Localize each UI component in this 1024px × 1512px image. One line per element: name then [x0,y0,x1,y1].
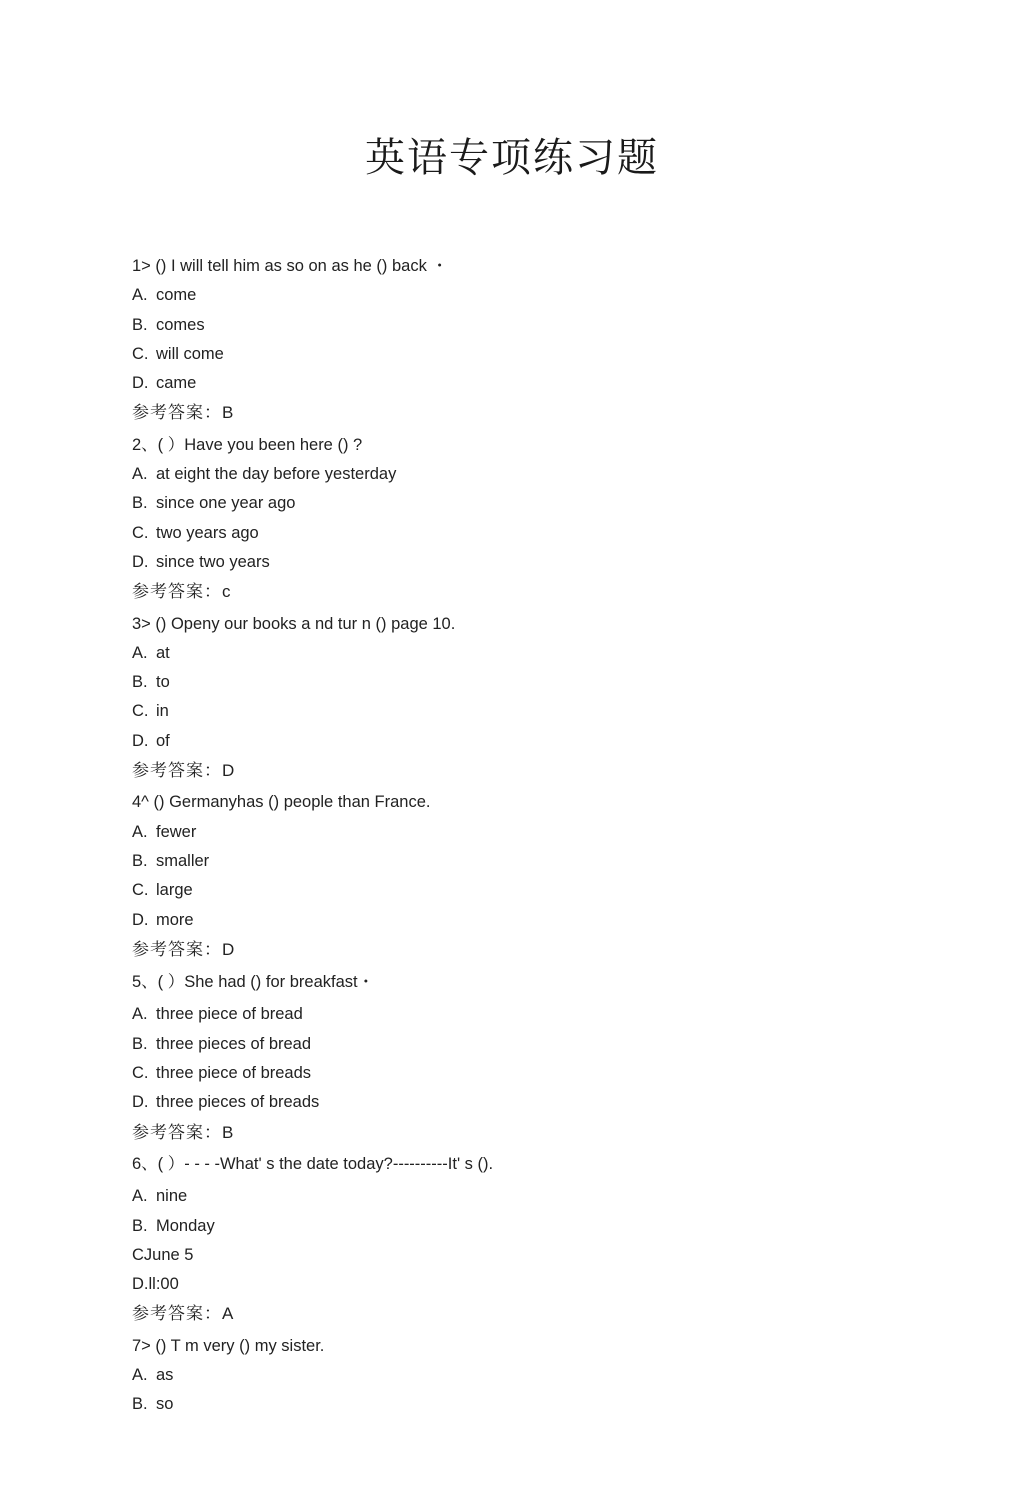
option-text: at [156,643,170,662]
option [132,876,892,905]
option-letter: A. [132,465,148,484]
question-stem: 4^ () Germanyhas () people than France. [132,793,431,812]
option-letter: A. [132,286,148,305]
option-text: at eight the day before yesterday [156,465,397,484]
question-stem: 1> () I will tell him as so on as he () back ・ [132,257,448,275]
question [132,252,892,428]
answer-value: D [222,939,235,959]
option-letter: B. [132,494,148,513]
option-letter: D. [132,731,149,750]
answer-line [132,935,892,964]
option-letter: D. [132,910,149,929]
question [132,788,892,964]
option [132,340,892,369]
answer-value: A [222,1304,234,1324]
option-text: will come [156,344,224,363]
option-text: more [156,910,194,929]
option [132,1241,892,1270]
question [132,431,892,607]
option-letter: B. [132,1034,148,1053]
question-list [132,252,892,1420]
option [132,906,892,935]
option-letter: D. [132,374,149,393]
option [132,281,892,310]
option-text: three pieces of bread [156,1034,312,1053]
option-letter: A. [132,1005,148,1024]
answer-label: 参考答案： [132,1304,222,1325]
question-stem: 7> () T m very () my sister. [132,1336,325,1355]
question-stem: 2、( ）Have you been here () ? [132,435,363,454]
answer-value: D [222,761,235,781]
option-letter: A. [132,643,148,662]
answer-label: 参考答案： [132,582,222,603]
option [132,1030,892,1059]
question-stem: 6、( ）- - - -What' s the date today?----------It' s (). [132,1154,494,1173]
option [132,639,892,668]
option-letter: C. [132,344,149,363]
option-text: came [156,374,197,393]
option [132,311,892,340]
option-letter: A. [132,1365,148,1384]
option-letter: C. [132,881,149,900]
option-text: since two years [156,552,270,571]
option-text: come [156,286,197,305]
option-text: CJune 5 [132,1245,194,1264]
option-text: three pieces of breads [156,1093,320,1112]
option-letter: B. [132,315,148,334]
answer-line [132,756,892,785]
option [132,668,892,697]
option-text: of [156,731,170,750]
option-letter: B. [132,673,148,692]
option-text: smaller [156,851,210,870]
option-text: as [156,1365,174,1384]
option-letter: C. [132,523,149,542]
option [132,1059,892,1088]
option-text: to [156,673,170,692]
question [132,1150,892,1329]
option-letter: D. [132,1093,149,1112]
option [132,847,892,876]
answer-value: B [222,403,234,423]
option-text: two years ago [156,523,259,542]
question [132,968,892,1147]
option [132,1390,892,1419]
option [132,1182,892,1211]
option-letter: B. [132,1395,148,1414]
option-text: since one year ago [156,494,296,513]
answer-label: 参考答案： [132,939,222,960]
option-text: three piece of breads [156,1064,312,1083]
answer-label: 参考答案： [132,403,222,424]
answer-label: 参考答案： [132,1122,222,1143]
option [132,489,892,518]
option [132,727,892,756]
option [132,460,892,489]
option [132,548,892,577]
option-text: nine [156,1187,188,1206]
question-stem: 5、( ）She had () for breakfast・ [132,973,375,992]
option-text: so [156,1395,174,1414]
page-title: 英语专项练习题 [365,135,659,181]
option [132,369,892,398]
option-letter: C. [132,1064,149,1083]
answer-label: 参考答案： [132,761,222,782]
option [132,1361,892,1390]
option-text: D.ll:00 [132,1275,179,1294]
option [132,519,892,548]
option-letter: B. [132,1216,148,1235]
answer-value: c [222,582,231,602]
answer-value: B [222,1122,234,1142]
option-letter: B. [132,851,148,870]
option [132,697,892,726]
option-text: fewer [156,822,197,841]
option [132,1270,892,1299]
option [132,1088,892,1117]
option-text: in [156,702,169,721]
question [132,1332,892,1420]
option-text: three piece of bread [156,1005,303,1024]
question [132,610,892,786]
option [132,818,892,847]
option-letter: D. [132,552,149,571]
option-text: comes [156,315,205,334]
answer-line [132,1118,892,1147]
option-letter: A. [132,822,148,841]
option-letter: A. [132,1187,148,1206]
option-text: Monday [156,1216,215,1235]
answer-line [132,398,892,427]
option [132,1212,892,1241]
option-text: large [156,881,193,900]
option [132,1000,892,1029]
option-letter: C. [132,702,149,721]
answer-line [132,577,892,606]
answer-line [132,1299,892,1328]
question-stem: 3> () Openy our books a nd tur n () page 10. [132,614,456,633]
